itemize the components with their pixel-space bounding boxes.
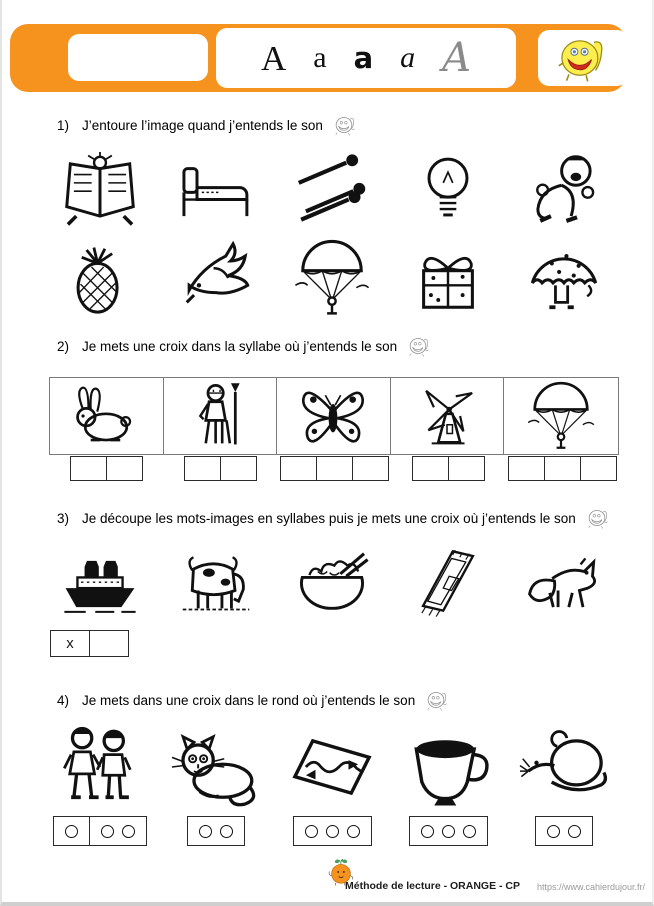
knight-image[interactable] (170, 381, 270, 451)
exercise4-instruction: Je mets dans une croix dans le rond où j’entends le son (82, 692, 416, 708)
exercise2-heading (57, 334, 433, 358)
exercise1-image-row-1 (42, 148, 622, 232)
circle-cell[interactable] (293, 816, 372, 846)
salad-bowl-image[interactable] (280, 540, 384, 622)
sound-circle[interactable] (442, 825, 455, 838)
cup-image[interactable] (396, 720, 500, 814)
parachute-image[interactable] (280, 236, 384, 320)
reading-newspaper-image[interactable] (48, 148, 152, 232)
mascot-box (538, 30, 628, 86)
syllable-box (412, 456, 485, 481)
exercise1-heading (57, 113, 359, 137)
ship-image[interactable] (48, 540, 152, 622)
crying-baby-image[interactable] (512, 148, 616, 232)
exercise1-instruction: J’entoure l’image quand j’entends le son (82, 117, 323, 133)
sound-circle[interactable] (421, 825, 434, 838)
smiley-mascot-icon (557, 33, 609, 83)
footer-method-label: Méthode de lecture - ORANGE - CP (345, 880, 521, 892)
name-input[interactable] (68, 34, 208, 81)
circle-box (293, 816, 372, 846)
example-syllable-cell[interactable]: x (50, 630, 90, 657)
circle-box (53, 816, 147, 846)
exercise3-heading (57, 506, 612, 530)
pineapple-image[interactable] (48, 236, 152, 320)
picture-cell (50, 378, 164, 454)
exercise4-heading (57, 688, 451, 712)
two-children-image[interactable] (48, 720, 152, 814)
syllable-box (280, 456, 389, 481)
rabbit-image[interactable] (56, 381, 156, 451)
syllable-cell[interactable] (508, 456, 545, 481)
windmill-image[interactable] (397, 381, 497, 451)
title-letters (216, 28, 516, 88)
exercise4-image-row (42, 720, 622, 814)
exercise2-number: 2) (57, 338, 70, 354)
title-letter-italic: a (400, 41, 416, 74)
cow-image[interactable] (164, 540, 268, 622)
syllable-cell[interactable] (449, 456, 485, 481)
sound-circle[interactable] (101, 825, 114, 838)
syllable-cell[interactable] (545, 456, 581, 481)
exercise1-image-row-2 (42, 236, 622, 320)
title-letter-serif-cap: A (260, 38, 287, 78)
picture-cell (277, 378, 391, 454)
razor-blade-image[interactable] (280, 720, 384, 814)
circle-box (409, 816, 488, 846)
syllable-cell[interactable] (353, 456, 389, 481)
syllable-cell[interactable] (184, 456, 221, 481)
matches-image[interactable] (280, 148, 384, 232)
exercise3-number: 3) (57, 510, 70, 526)
header-banner (10, 24, 626, 92)
syllable-cell[interactable] (317, 456, 353, 481)
butterfly-image[interactable] (283, 381, 383, 451)
title-letter-serif-low: a (313, 41, 327, 74)
sound-circle[interactable] (199, 825, 212, 838)
owl-mascot-icon (332, 113, 359, 137)
syllable-cell[interactable] (221, 456, 257, 481)
sound-circle[interactable] (568, 825, 581, 838)
fox-image[interactable] (512, 540, 616, 622)
syllable-box (184, 456, 257, 481)
circle-cell[interactable] (535, 816, 593, 846)
circle-box (535, 816, 593, 846)
exercise2-picture-table (49, 377, 619, 455)
syllable-box (70, 456, 143, 481)
sound-circle[interactable] (326, 825, 339, 838)
gift-image[interactable] (396, 236, 500, 320)
syllable-cell[interactable] (412, 456, 449, 481)
shark-image[interactable] (164, 236, 268, 320)
circle-cell[interactable] (90, 816, 147, 846)
exercise4-answer-row (42, 816, 622, 846)
exercise3-example-box (50, 630, 129, 657)
carpet-image[interactable] (396, 540, 500, 622)
syllable-box (508, 456, 617, 481)
syllable-cell[interactable] (70, 456, 107, 481)
lightbulb-image[interactable] (396, 148, 500, 232)
picture-cell (504, 378, 618, 454)
sound-circle[interactable] (547, 825, 560, 838)
exercise4-number: 4) (57, 692, 70, 708)
circle-box (187, 816, 245, 846)
sound-circle[interactable] (220, 825, 233, 838)
sound-circle[interactable] (65, 825, 78, 838)
circle-cell[interactable] (187, 816, 245, 846)
example-syllable-cell[interactable] (90, 630, 129, 657)
bed-image[interactable] (164, 148, 268, 232)
sound-circle[interactable] (463, 825, 476, 838)
exercise1-number: 1) (57, 117, 70, 133)
title-letter-cursive: A (442, 35, 472, 81)
title-letter-bold: a (353, 40, 374, 75)
circle-cell[interactable] (409, 816, 488, 846)
exercise2-instruction: Je mets une croix dans la syllabe où j’entends le son (82, 338, 398, 354)
rat-image[interactable] (512, 720, 616, 814)
exercise2-syllable-row (49, 456, 619, 481)
footer-url: https://www.cahierdujour.fr/ (537, 882, 646, 892)
child-under-umbrella-image[interactable] (512, 236, 616, 320)
parachute-image[interactable] (511, 381, 611, 451)
owl-mascot-icon (585, 506, 612, 530)
exercise3-image-row (42, 540, 622, 622)
circle-cell[interactable] (53, 816, 90, 846)
picture-cell (164, 378, 278, 454)
picture-cell (391, 378, 505, 454)
syllable-cell[interactable] (280, 456, 317, 481)
owl-mascot-icon (424, 688, 451, 712)
exercise3-instruction: Je découpe les mots-images en syllabes puis je mets une croix où j’entends le son (82, 510, 576, 526)
name-box (68, 34, 208, 81)
sound-circle[interactable] (305, 825, 318, 838)
sound-circle[interactable] (347, 825, 360, 838)
cat-image[interactable] (164, 720, 268, 814)
sound-circle[interactable] (122, 825, 135, 838)
syllable-cell[interactable] (581, 456, 617, 481)
owl-mascot-icon (406, 334, 433, 358)
syllable-cell[interactable] (107, 456, 143, 481)
